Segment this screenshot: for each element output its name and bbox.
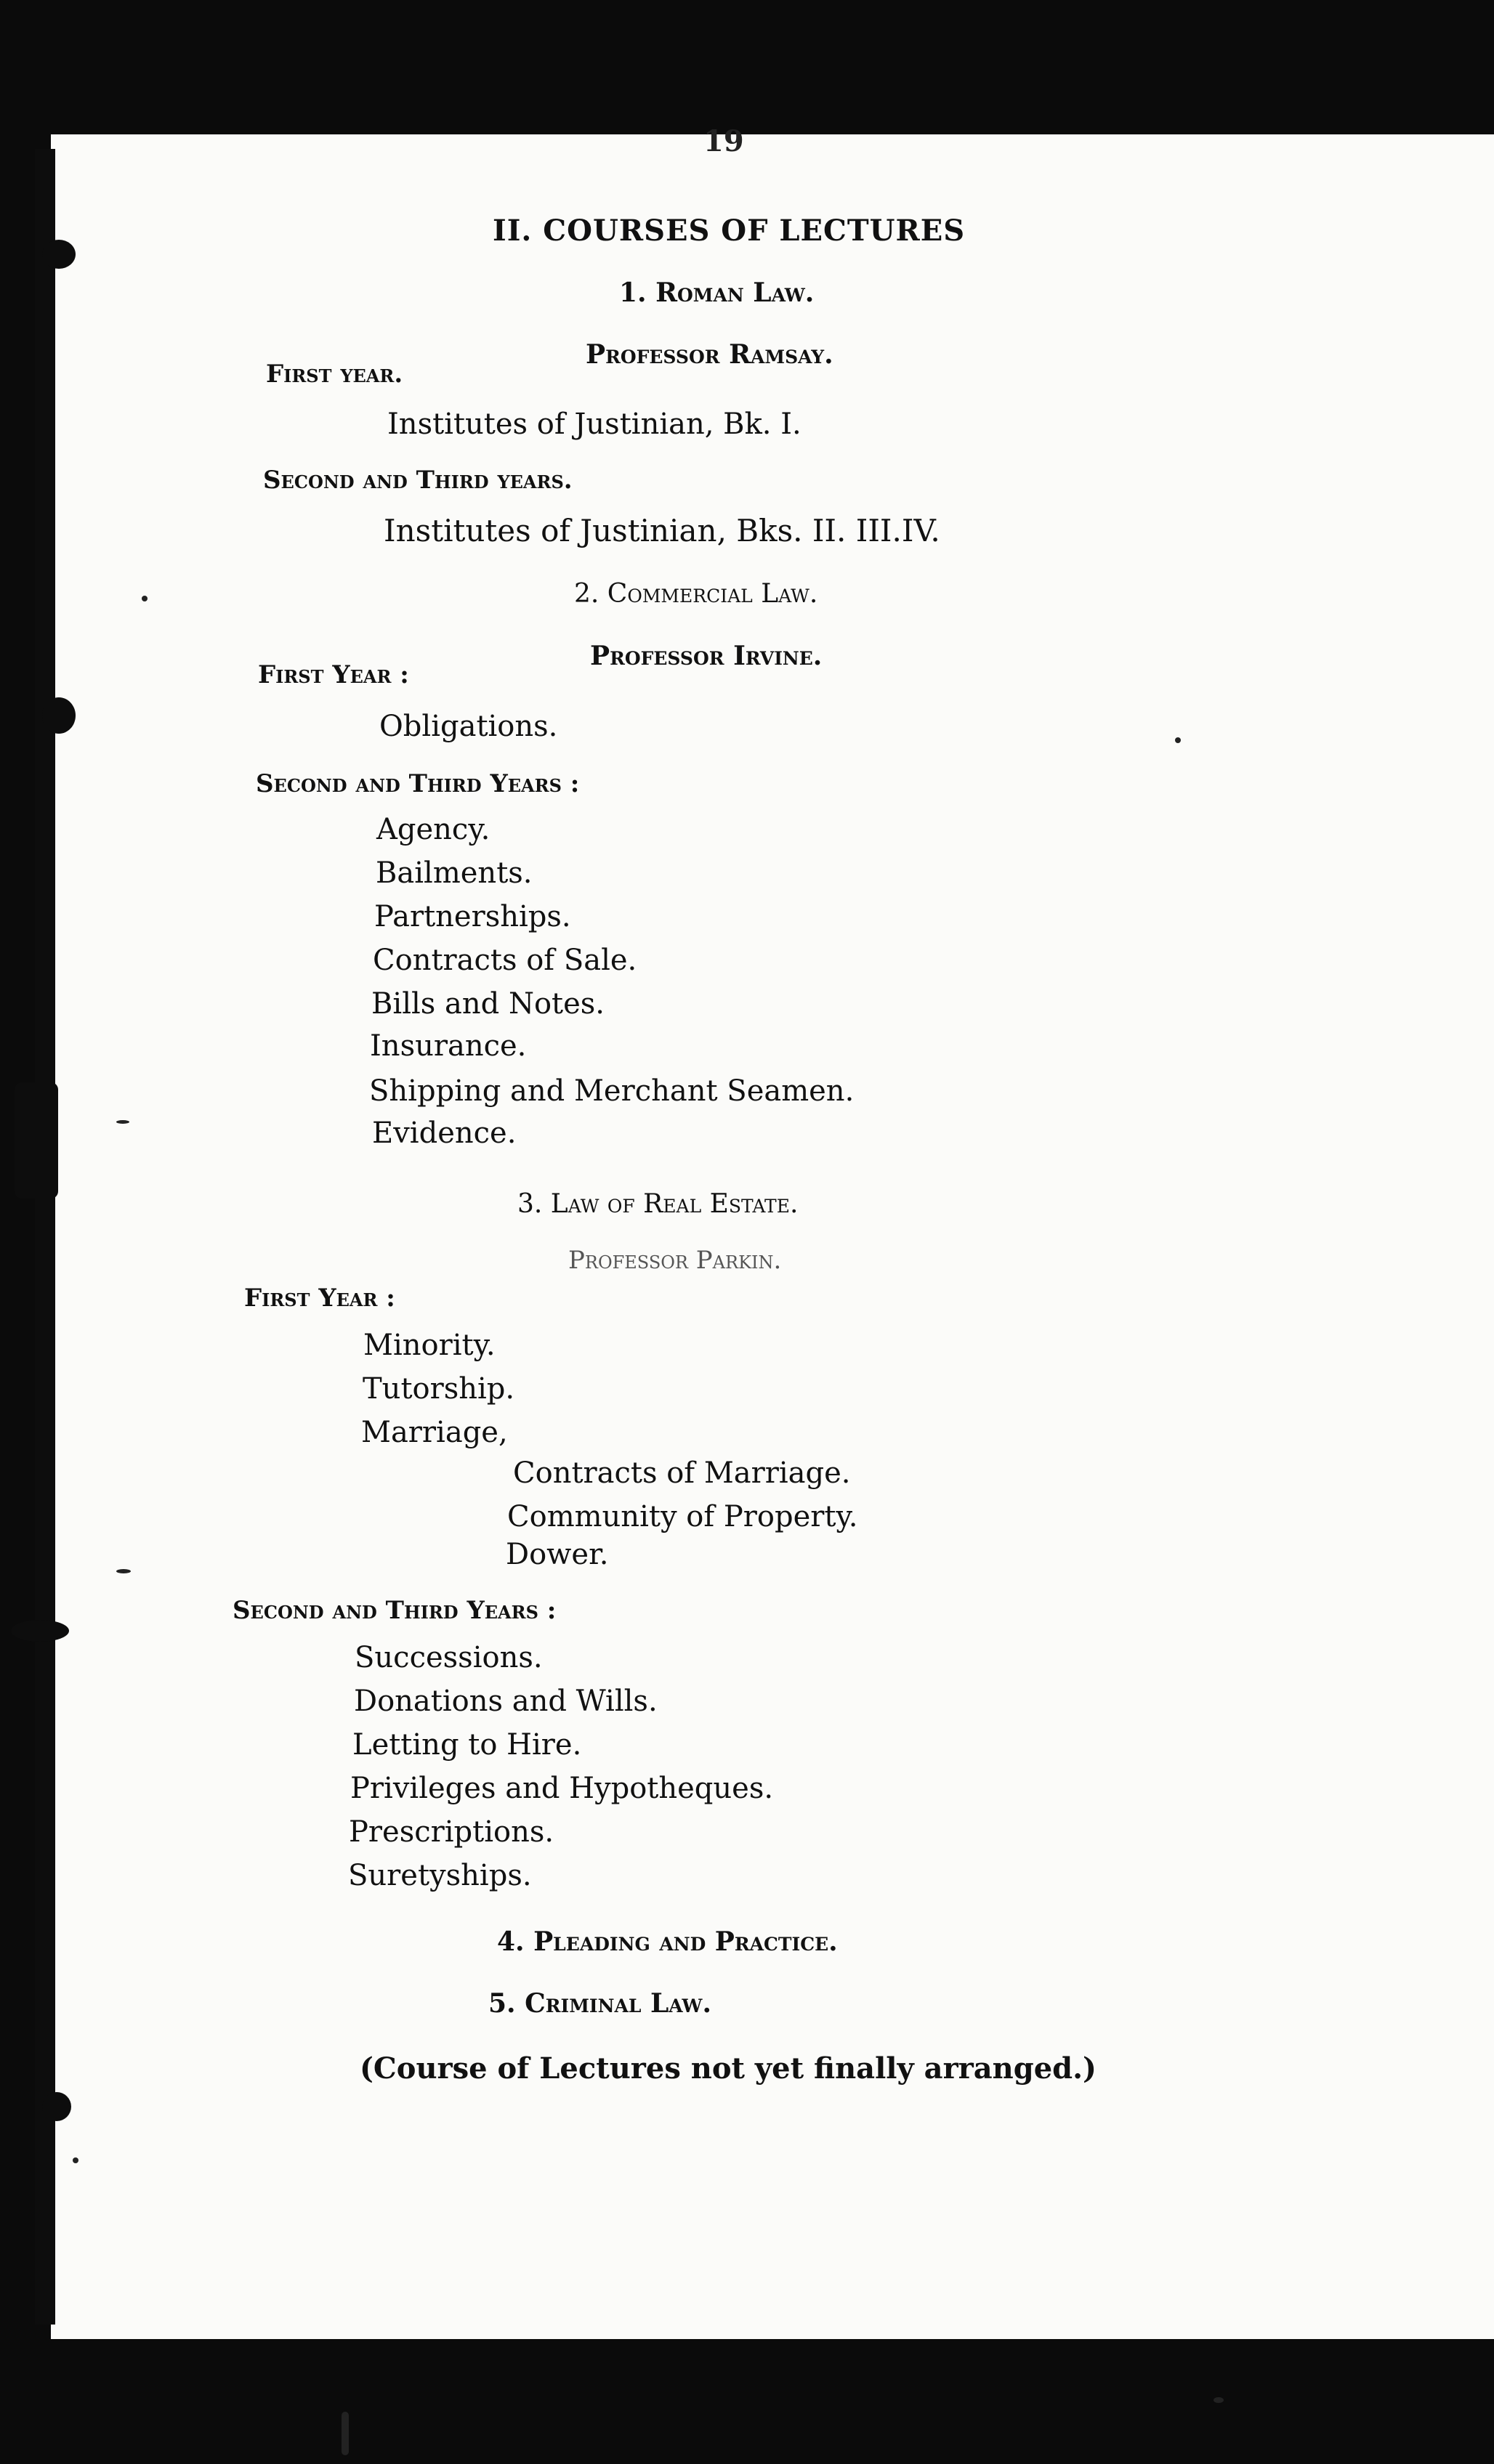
section-title: 5. Criminal Law. [488,1988,712,2019]
course-item: Shipping and Merchant Seamen. [369,1074,855,1108]
year-label: First Year : [244,1284,395,1313]
course-item: Privileges and Hypotheques. [350,1772,774,1805]
page-number: 19 [703,124,744,158]
course-subitem: Community of Property. [507,1500,858,1533]
section-title: 1. Roman Law. [619,277,815,308]
binding-edge [35,149,55,2325]
speck [342,2412,349,2455]
course-item: Prescriptions. [349,1815,554,1849]
binding-notch [42,240,76,269]
year-label: First Year : [258,660,409,689]
binding-notch [15,1082,58,1199]
year-label: Second and Third Years : [256,769,580,798]
section-title: 2. Commercial Law. [574,579,818,609]
course-item: Contracts of Sale. [373,944,637,977]
course-item: Tutorship. [363,1372,515,1406]
binding-notch [42,2092,71,2121]
course-item: Obligations. [379,710,558,743]
course-item: Letting to Hire. [352,1728,582,1762]
course-subitem: Contracts of Marriage. [513,1456,851,1490]
course-item: Marriage, [361,1416,508,1449]
course-item: Agency. [376,813,490,846]
page-heading: II. COURSES OF LECTURES [493,214,966,248]
speck [1214,2397,1224,2403]
course-item: Partnerships. [374,900,571,933]
course-item: Institutes of Justinian, Bks. II. III.IV. [384,513,940,548]
speck [116,1120,129,1124]
speck [73,2157,78,2163]
course-item: Successions. [355,1641,543,1674]
course-item: Suretyships. [348,1859,532,1892]
speck [142,596,148,601]
course-item: Donations and Wills. [354,1685,658,1718]
footnote: (Course of Lectures not yet finally arranged.) [360,2051,1097,2086]
course-subitem: Dower. [506,1538,609,1571]
course-item: Insurance. [370,1029,527,1063]
professor-name: Professor Irvine. [590,641,823,671]
professor-name: Professor Ramsay. [586,339,833,370]
course-item: Institutes of Justinian, Bk. I. [387,408,801,441]
year-label: Second and Third Years : [233,1596,557,1625]
speck [1175,737,1181,743]
year-label: Second and Third years. [263,466,573,495]
speck [116,1569,131,1573]
binding-notch [11,1620,69,1642]
section-title: 4. Pleading and Practice. [497,1926,838,1957]
course-item: Minority. [363,1329,496,1362]
year-label: First year. [266,360,403,389]
professor-name: Professor Parkin. [568,1246,782,1275]
course-item: Bailments. [376,856,533,890]
course-item: Bills and Notes. [371,987,605,1021]
section-title: 3. Law of Real Estate. [517,1189,799,1219]
course-item: Evidence. [372,1116,517,1150]
binding-notch [42,697,76,734]
